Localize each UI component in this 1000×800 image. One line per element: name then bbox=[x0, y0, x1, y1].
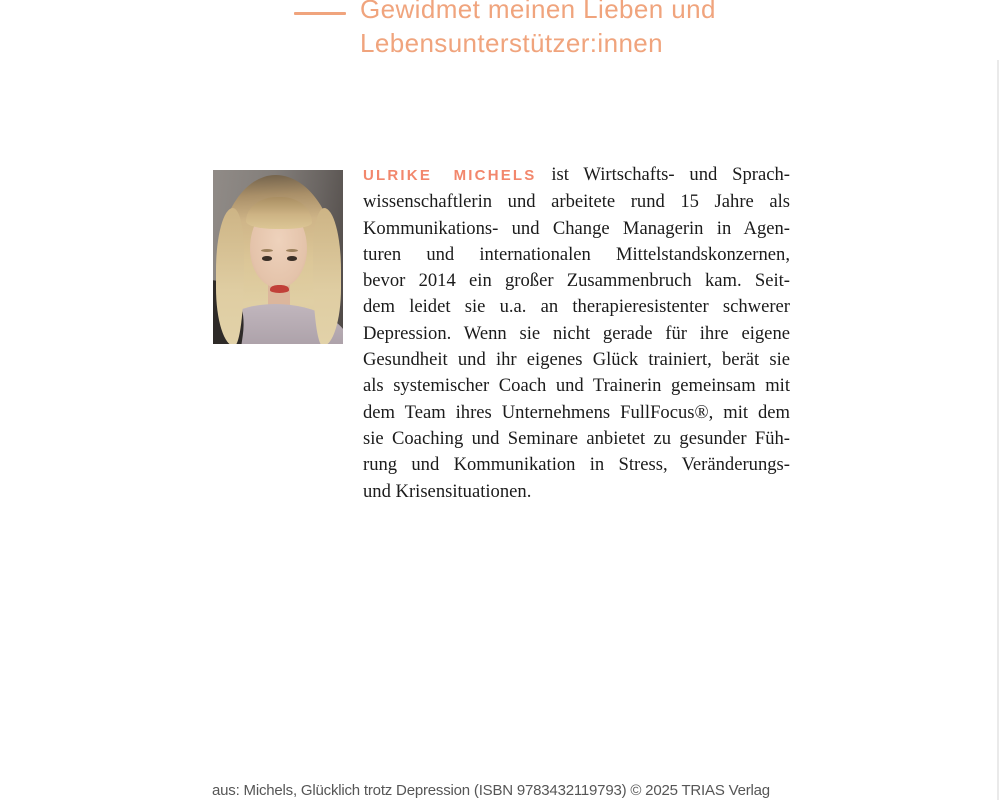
source-credit: aus: Michels, Glücklich trotz Depression (ISBN 9783432119793) © 2025 TRIAS Verlag bbox=[212, 782, 770, 799]
bio-line: turen und internationalen Mittelstandskonzernen, bbox=[363, 243, 790, 265]
dedication bbox=[360, 0, 780, 60]
dedication-dash bbox=[294, 12, 346, 15]
photo-eyebrow-right bbox=[286, 249, 298, 252]
photo-eye-right bbox=[287, 256, 297, 261]
bio-line: rung und Kommunikation in Stress, Veränderungs- bbox=[363, 454, 790, 476]
bio-line: Kommunikations- und Change Managerin in Agen- bbox=[363, 217, 790, 239]
bio-line: sie Coaching und Seminare anbietet zu gesunder Füh- bbox=[363, 427, 790, 449]
bio-line: Depression. Wenn sie nicht gerade für ihre eigene bbox=[363, 322, 790, 344]
bio-line: als systemischer Coach und Trainerin gemeinsam mit bbox=[363, 375, 790, 397]
bio-line: ULRIKE MICHELS ist Wirtschafts- und Sprach- bbox=[363, 164, 790, 185]
photo-lips bbox=[270, 285, 289, 293]
photo-eyebrow-left bbox=[261, 249, 273, 252]
photo-hair-strand-right bbox=[313, 208, 341, 344]
photo-hair-strand-left bbox=[216, 208, 244, 344]
bio-line: wissenschaftlerin und arbeitete rund 15 Jahre als bbox=[363, 191, 790, 213]
bio-line: Gesundheit und ihr eigenes Glück trainiert, berät sie bbox=[363, 349, 790, 371]
photo-eye-left bbox=[262, 256, 272, 261]
bio-line: bevor 2014 ein großer Zusammenbruch kam. Seit- bbox=[363, 270, 790, 292]
author-name: ULRIKE MICHELS bbox=[363, 167, 537, 184]
dedication-line-1: Gewidmet meinen Lieben und bbox=[360, 0, 716, 24]
author-photo bbox=[213, 170, 343, 344]
bio-line: und Krisensituationen. bbox=[363, 480, 532, 502]
page-edge-line bbox=[997, 60, 999, 800]
bio-line: dem Team ihres Unternehmens FullFocus®, mit dem bbox=[363, 401, 790, 423]
bio-line: dem leidet sie u.a. an therapieresistenter schwerer bbox=[363, 296, 790, 318]
dedication-line-2: Lebensunterstützer:innen bbox=[360, 28, 664, 58]
author-bio bbox=[363, 162, 790, 505]
